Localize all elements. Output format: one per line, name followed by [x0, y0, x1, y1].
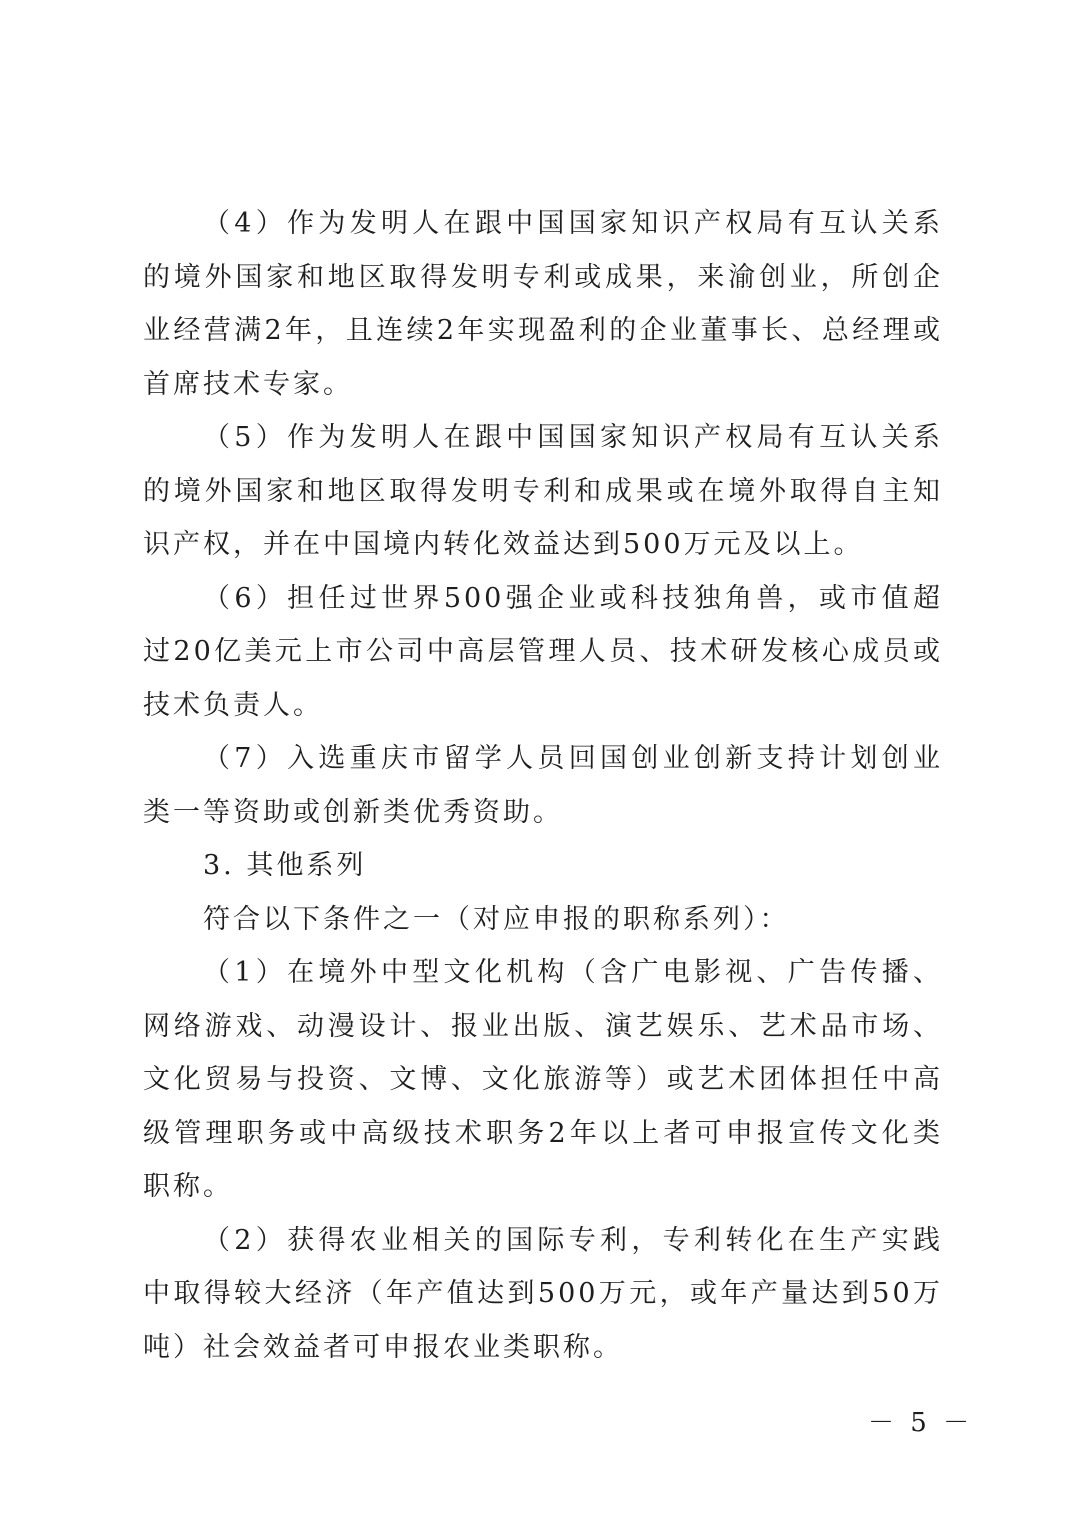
document-body [143, 197, 943, 1374]
paragraph-item-7: （7）入选重庆市留学人员回国创业创新支持计划创业类一等资助或创新类优秀资助。 [143, 743, 943, 828]
paragraph-item-1: （1）在境外中型文化机构（含广电影视、广告传播、网络游戏、动漫设计、报业出版、演艺娱乐、艺术品市场、文化贸易与投资、文博、文化旅游等）或艺术团体担任中高级管理职务或中高级技术职务2年以上者可申报宣传文化类职称。 [143, 957, 943, 1202]
page-number: － 5 － [868, 1408, 974, 1438]
paragraph-item-2: （2）获得农业相关的国际专利，专利转化在生产实践中取得较大经济（年产值达到500万元，或年产量达到50万吨）社会效益者可申报农业类职称。 [143, 1224, 943, 1363]
paragraph-item-6: （6）担任过世界500强企业或科技独角兽，或市值超过20亿美元上市公司中高层管理人员、技术研发核心成员或技术负责人。 [143, 582, 943, 721]
section-intro: 符合以下条件之一（对应申报的职称系列）： [203, 903, 790, 935]
paragraph-item-4: （4）作为发明人在跟中国国家知识产权局有互认关系的境外国家和地区取得发明专利或成果，来渝创业，所创企业经营满2年，且连续2年实现盈利的企业董事长、总经理或首席技术专家。 [143, 208, 943, 400]
section-heading-other-series: 3. 其他系列 [203, 850, 367, 881]
paragraph-item-5: （5）作为发明人在跟中国国家知识产权局有互认关系的境外国家和地区取得发明专利和成果或在境外取得自主知识产权，并在中国境内转化效益达到500万元及以上。 [143, 422, 943, 560]
